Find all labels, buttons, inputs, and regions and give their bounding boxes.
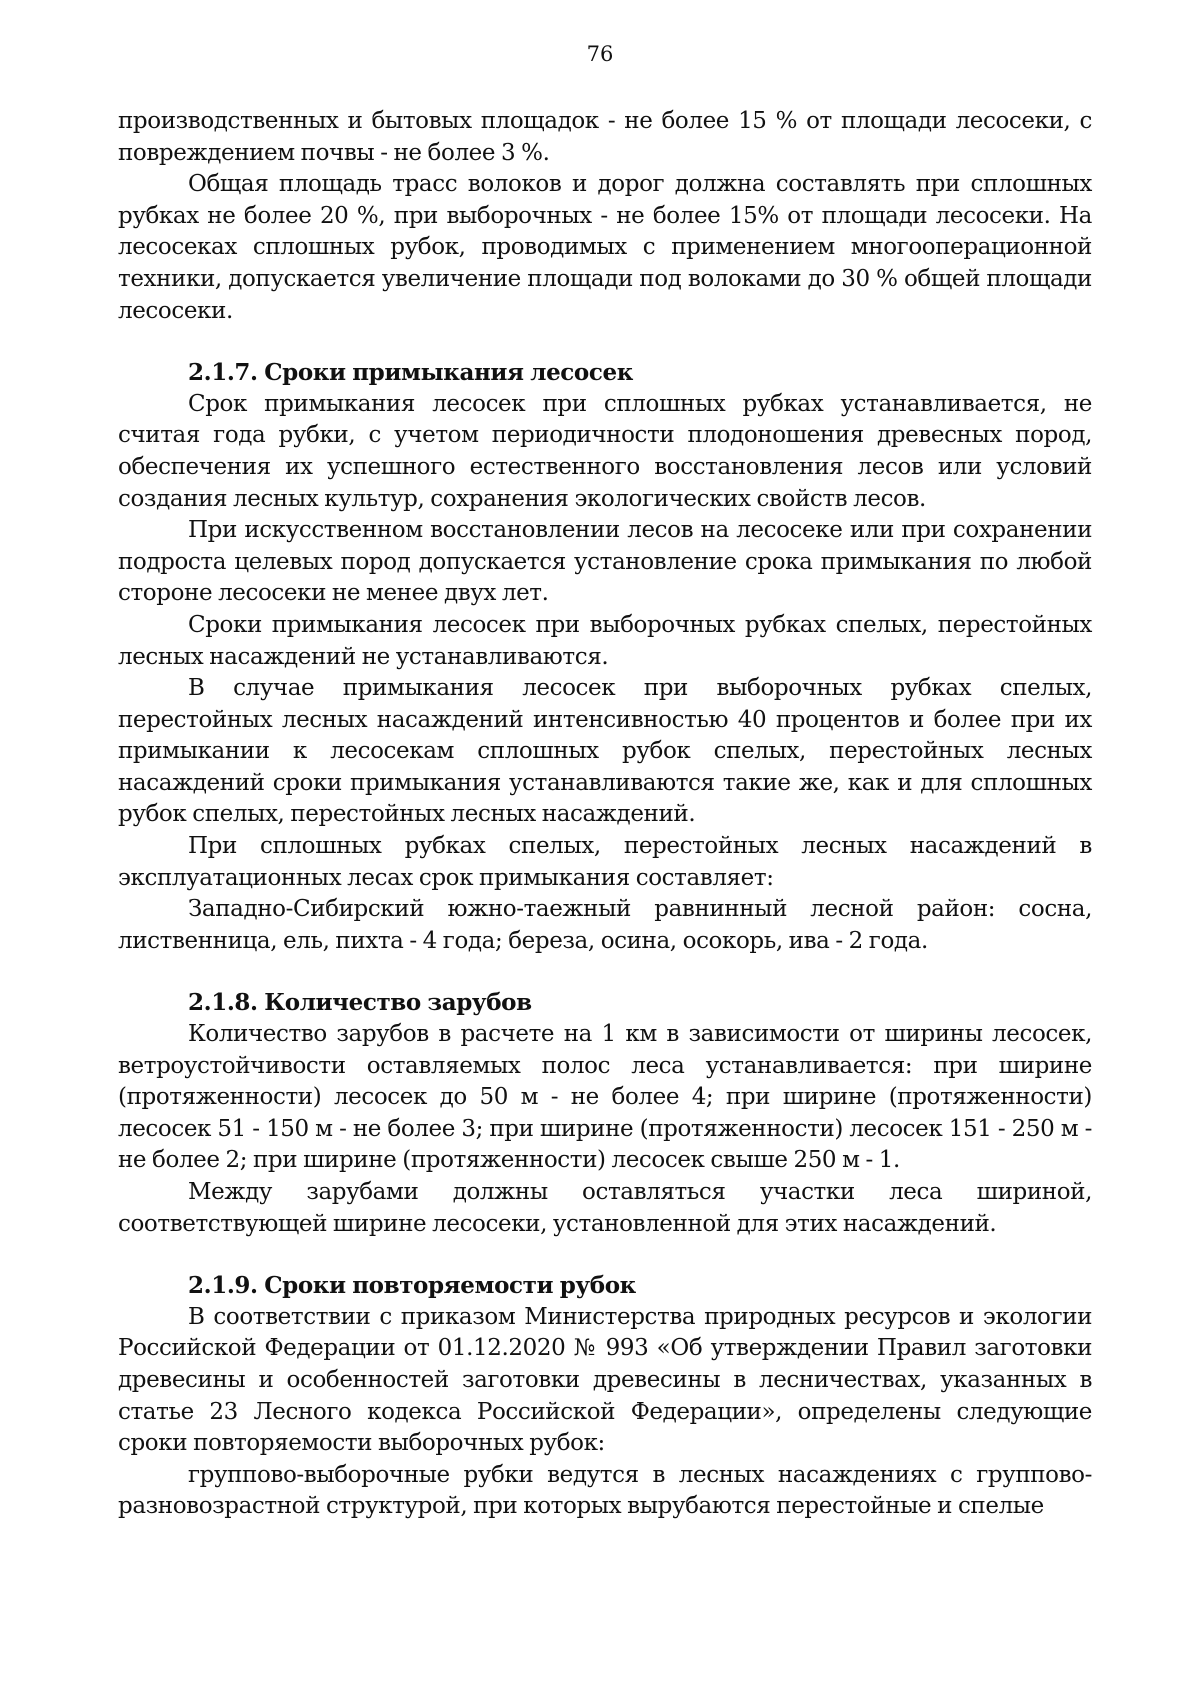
paragraph: Срок примыкания лесосек при сплошных рубках устанавливается, не считая года рубки, с учетом периодичности плодоношения древесных пород, обеспечения их успешного естественного восстановления лесов или условий создания лесных культур, сохранения экологических свойств лесов. [118,390,1092,512]
continuation-paragraph: производственных и бытовых площадок - не более 15 % от площади лесосеки, с повреждением почвы - не более 3 %. [118,108,1092,166]
paragraph: При искусственном восстановлении лесов на лесосеке или при сохранении подроста целевых пород допускается установление срока примыкания по любой стороне лесосеки не менее двух лет. [118,517,1092,607]
paragraph: В соответствии с приказом Министерства природных ресурсов и экологии Российской Федерации от 01.12.2020 № 993 «Об утверждении Правил заготовки древесины и особенностей заготовки древесины в лесничествах, указанных в статье 23 Лесного кодекса Российской Федерации», определены следующие сроки повторяемости выборочных рубок: [118,1303,1092,1457]
paragraph: группово-выборочные рубки ведутся в лесных насаждениях с группово-разновозрастной структурой, при которых вырубаются перестойные и спелые [118,1461,1092,1520]
paragraph: Западно-Сибирский южно-таежный равнинный лесной район: сосна, лиственница, ель, пихта - 4 года; береза, осина, осокорь, ива - 2 года. [118,896,1092,954]
section-heading: 2.1.8. Количество зарубов [188,989,532,1017]
paragraph: Сроки примыкания лесосек при выборочных рубках спелых, перестойных лесных насаждений не устанавливаются. [118,611,1092,670]
paragraph: Между зарубами должны оставляться участки леса шириной, соответствующей ширине лесосеки, установленной для этих насаждений. [118,1179,1092,1237]
paragraph: При сплошных рубках спелых, перестойных лесных насаждений в эксплуатационных лесах срок примыкания составляет: [118,833,1092,891]
paragraph: Общая площадь трасс волоков и дорог должна составлять при сплошных рубках не более 20 %, при выборочных - не более 15% от площади лесосеки. На лесосеках сплошных рубок, проводимых с применением многооперационной техники, допускается увеличение площади под волоками до 30 % общей площади лесосеки. [118,171,1092,324]
section-heading: 2.1.7. Сроки примыкания лесосек [188,359,633,387]
page-number: 76 [586,42,614,66]
paragraph: Количество зарубов в расчете на 1 км в зависимости от ширины лесосек, ветроустойчивости оставляемых полос леса устанавливается: при ширине (протяженности) лесосек до 50 м - не более 4; при ширине (протяженности) лесосек 51 - 150 м - не более 3; при ширине (протяженности) лесосек 151 - 250 м - не более 2; при ширине (протяженности) лесосек свыше 250 м - 1. [118,1021,1092,1174]
section-heading: 2.1.9. Сроки повторяемости рубок [188,1272,636,1300]
document-body [118,106,1092,1523]
paragraph: В случае примыкания лесосек при выборочных рубках спелых, перестойных лесных насаждений интенсивностью 40 процентов и более при их примыкании к лесосекам сплошных рубок спелых, перестойных лесных насаждений сроки примыкания устанавливаются такие же, как и для сплошных рубок спелых, перестойных лесных насаждений. [118,675,1092,828]
